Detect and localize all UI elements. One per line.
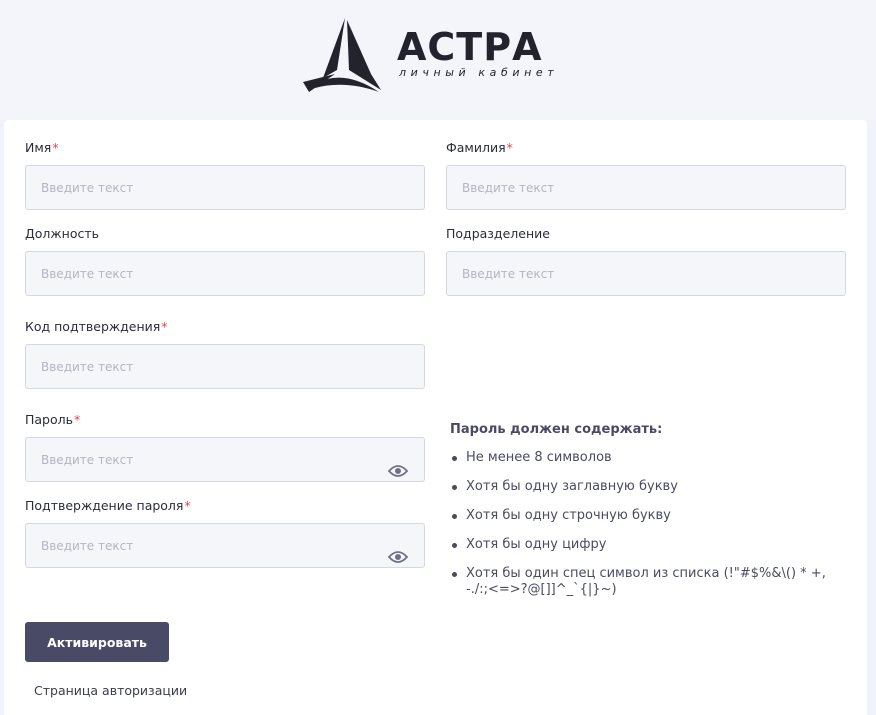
confirmation-code-input[interactable] bbox=[25, 344, 425, 389]
registration-card bbox=[4, 120, 867, 715]
department-input[interactable] bbox=[446, 251, 846, 296]
password-requirements-title: Пароль должен содержать: bbox=[450, 422, 663, 437]
password-requirements bbox=[450, 422, 850, 598]
requirement-item: Хотя бы одну строчную букву bbox=[450, 508, 850, 524]
astra-logo bbox=[301, 18, 571, 92]
requirement-item: Не менее 8 символов bbox=[450, 450, 850, 466]
confirmation-code-label: Код подтверждения* bbox=[25, 319, 168, 334]
last-name-input[interactable] bbox=[446, 165, 846, 210]
page-header bbox=[0, 0, 876, 120]
position-label: Должность bbox=[25, 226, 100, 241]
required-mark: * bbox=[161, 319, 168, 334]
password-requirements-list bbox=[450, 450, 850, 598]
password-confirm-input[interactable] bbox=[25, 523, 425, 568]
required-mark: * bbox=[74, 412, 81, 427]
brand-name: АСТРА bbox=[397, 25, 543, 69]
last-name-label: Фамилия* bbox=[446, 140, 513, 155]
password-confirm-field bbox=[25, 498, 425, 568]
brand-subtitle: личный кабинет bbox=[399, 66, 559, 79]
eye-icon[interactable] bbox=[388, 464, 408, 478]
required-mark: * bbox=[52, 140, 59, 155]
eye-icon[interactable] bbox=[388, 550, 408, 564]
requirement-item: Хотя бы одну заглавную букву bbox=[450, 479, 850, 495]
requirement-item: Хотя бы одну цифру bbox=[450, 537, 850, 553]
required-mark: * bbox=[184, 498, 191, 513]
activate-button[interactable]: Активировать bbox=[25, 622, 169, 662]
position-field bbox=[25, 226, 425, 296]
position-input[interactable] bbox=[25, 251, 425, 296]
first-name-input[interactable] bbox=[25, 165, 425, 210]
login-page-link[interactable]: Страница авторизации bbox=[34, 683, 188, 698]
astra-logo-icon bbox=[301, 18, 385, 92]
department-field bbox=[446, 226, 846, 296]
first-name-field bbox=[25, 140, 425, 210]
required-mark: * bbox=[506, 140, 513, 155]
password-label: Пароль* bbox=[25, 412, 81, 427]
password-field bbox=[25, 412, 425, 482]
confirmation-code-field bbox=[25, 319, 425, 389]
password-input[interactable] bbox=[25, 437, 425, 482]
password-confirm-label: Подтверждение пароля* bbox=[25, 498, 191, 513]
last-name-field bbox=[446, 140, 846, 210]
department-label: Подразделение bbox=[446, 226, 550, 241]
requirement-item: Хотя бы один спец символ из списка (!"#$%&\() * +, -./:;<=>?@[]]^_`{|}~) bbox=[450, 566, 850, 598]
first-name-label: Имя* bbox=[25, 140, 59, 155]
